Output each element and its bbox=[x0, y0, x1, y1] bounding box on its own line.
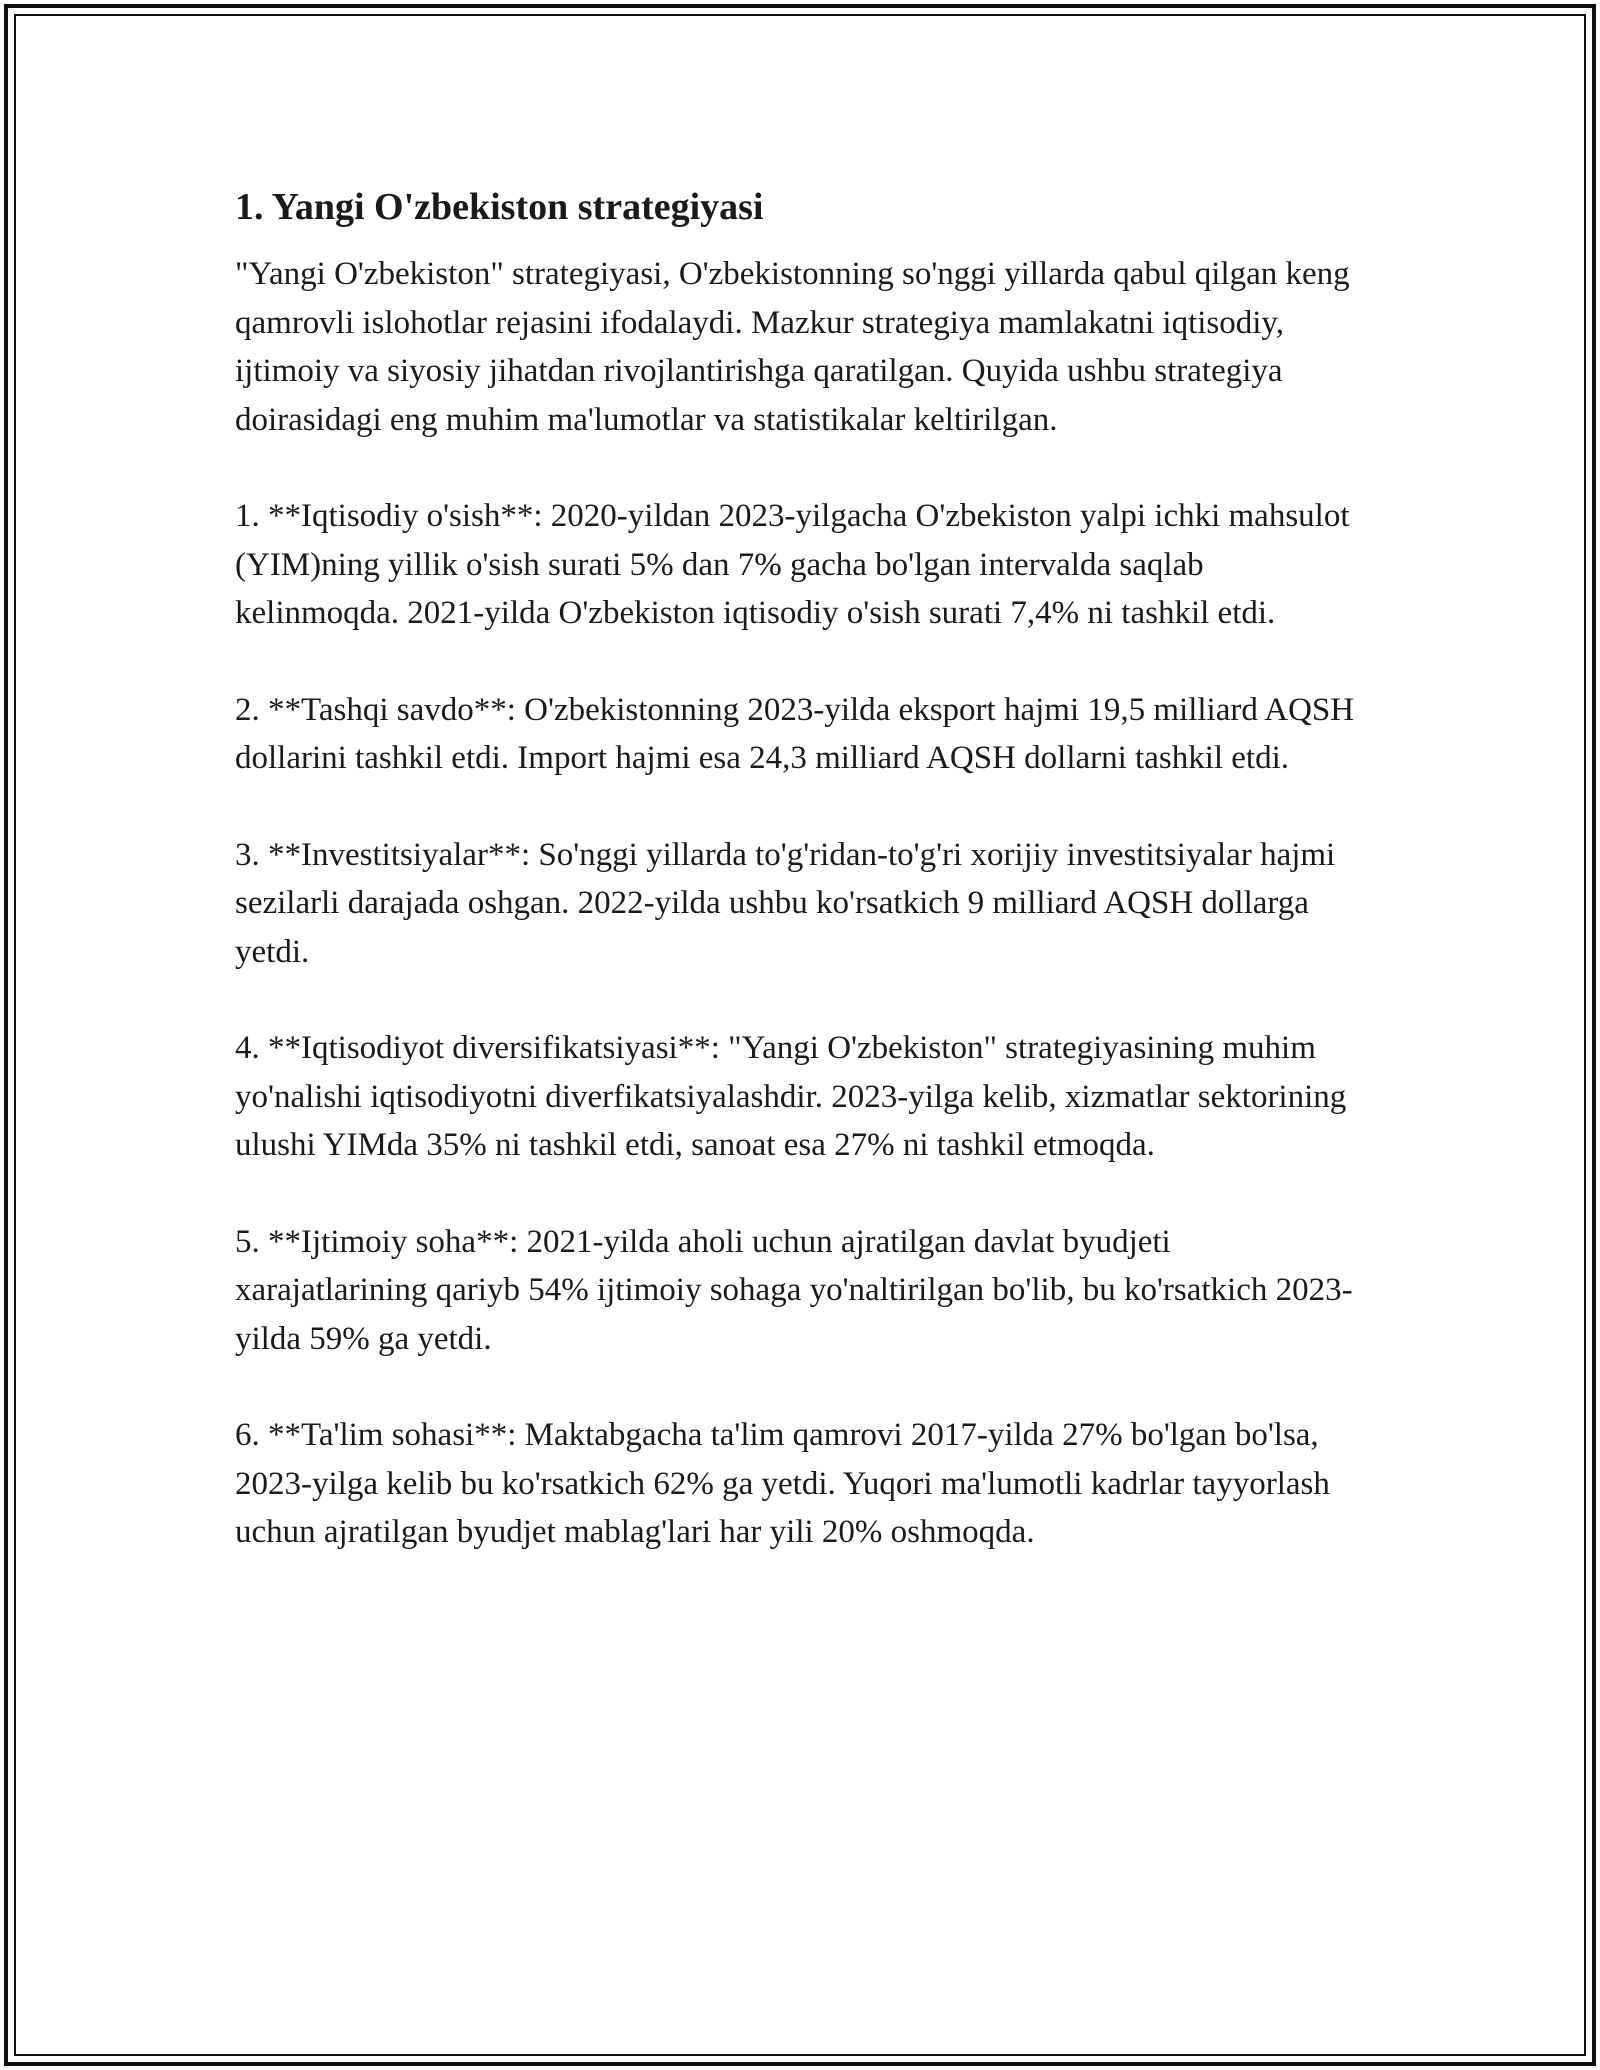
list-item-investments: 3. **Investitsiyalar**: So'nggi yillarda to'g'ridan-to'g'ri xorijiy investitsiyalar hajmi sezilarli darajada oshgan. 2022-yilda ushbu ko'rsatkich 9 milliard AQSH dollarga yetdi. bbox=[235, 836, 1336, 970]
intro-paragraph: "Yangi O'zbekiston" strategiyasi, O'zbekistonning so'nggi yillarda qabul qilgan keng qamrovli islohotlar rejasini ifodalaydi. Mazkur strategiya mamlakatni iqtisodiy, ijtimoiy va siyosiy jihatdan rivojlantirishga qaratilgan. Quyida ushbu strategiya doirasidagi eng muhim ma'lumotlar va statistikalar keltirilgan. bbox=[235, 256, 1350, 438]
list-item-education: 6. **Ta'lim sohasi**: Maktabgacha ta'lim qamrovi 2017-yilda 27% bo'lgan bo'lsa, 2023-yilga kelib bu ko'rsatkich 62% ga yetdi. Yuqori ma'lumotli kadrlar tayyorlash uchun ajratilgan byudjet mablag'lari har yili 20% oshmoqda. bbox=[235, 1417, 1330, 1550]
section-heading: 1. Yangi O'zbekiston strategiyasi bbox=[235, 186, 764, 228]
list-item-social-sphere: 5. **Ijtimoiy soha**: 2021-yilda aholi uchun ajratilgan davlat byudjeti xarajatlarining qariyb 54% ijtimoiy sohaga yo'naltirilgan bo'lib, bu ko'rsatkich 2023-yilda 59% ga yetdi. bbox=[235, 1223, 1353, 1357]
list-item-foreign-trade: 2. **Tashqi savdo**: O'zbekistonning 2023-yilda eksport hajmi 19,5 milliard AQSH dollarini tashkil etdi. Import hajmi esa 24,3 milliard AQSH dollarni tashkil etdi. bbox=[235, 691, 1355, 776]
document-body bbox=[235, 182, 1370, 1605]
list-item-economic-growth: 1. **Iqtisodiy o'sish**: 2020-yildan 2023-yilgacha O'zbekiston yalpi ichki mahsulot (YIM)ning yillik o'sish surati 5% dan 7% gacha bo'lgan intervalda saqlab kelinmoqda. 2021-yilda O'zbekiston iqtisodiy o'sish surati 7,4% ni tashkil etdi. bbox=[235, 498, 1350, 631]
list-item-diversification: 4. **Iqtisodiyot diversifikatsiyasi**: "Yangi O'zbekiston" strategiyasining muhim yo'nalishi iqtisodiyotni diverfikatsiyalashdir. 2023-yilga kelib, xizmatlar sektorining ulushi YIMda 35% ni tashkil etdi, sanoat esa 27% ni tashkil etmoqda. bbox=[235, 1030, 1347, 1163]
